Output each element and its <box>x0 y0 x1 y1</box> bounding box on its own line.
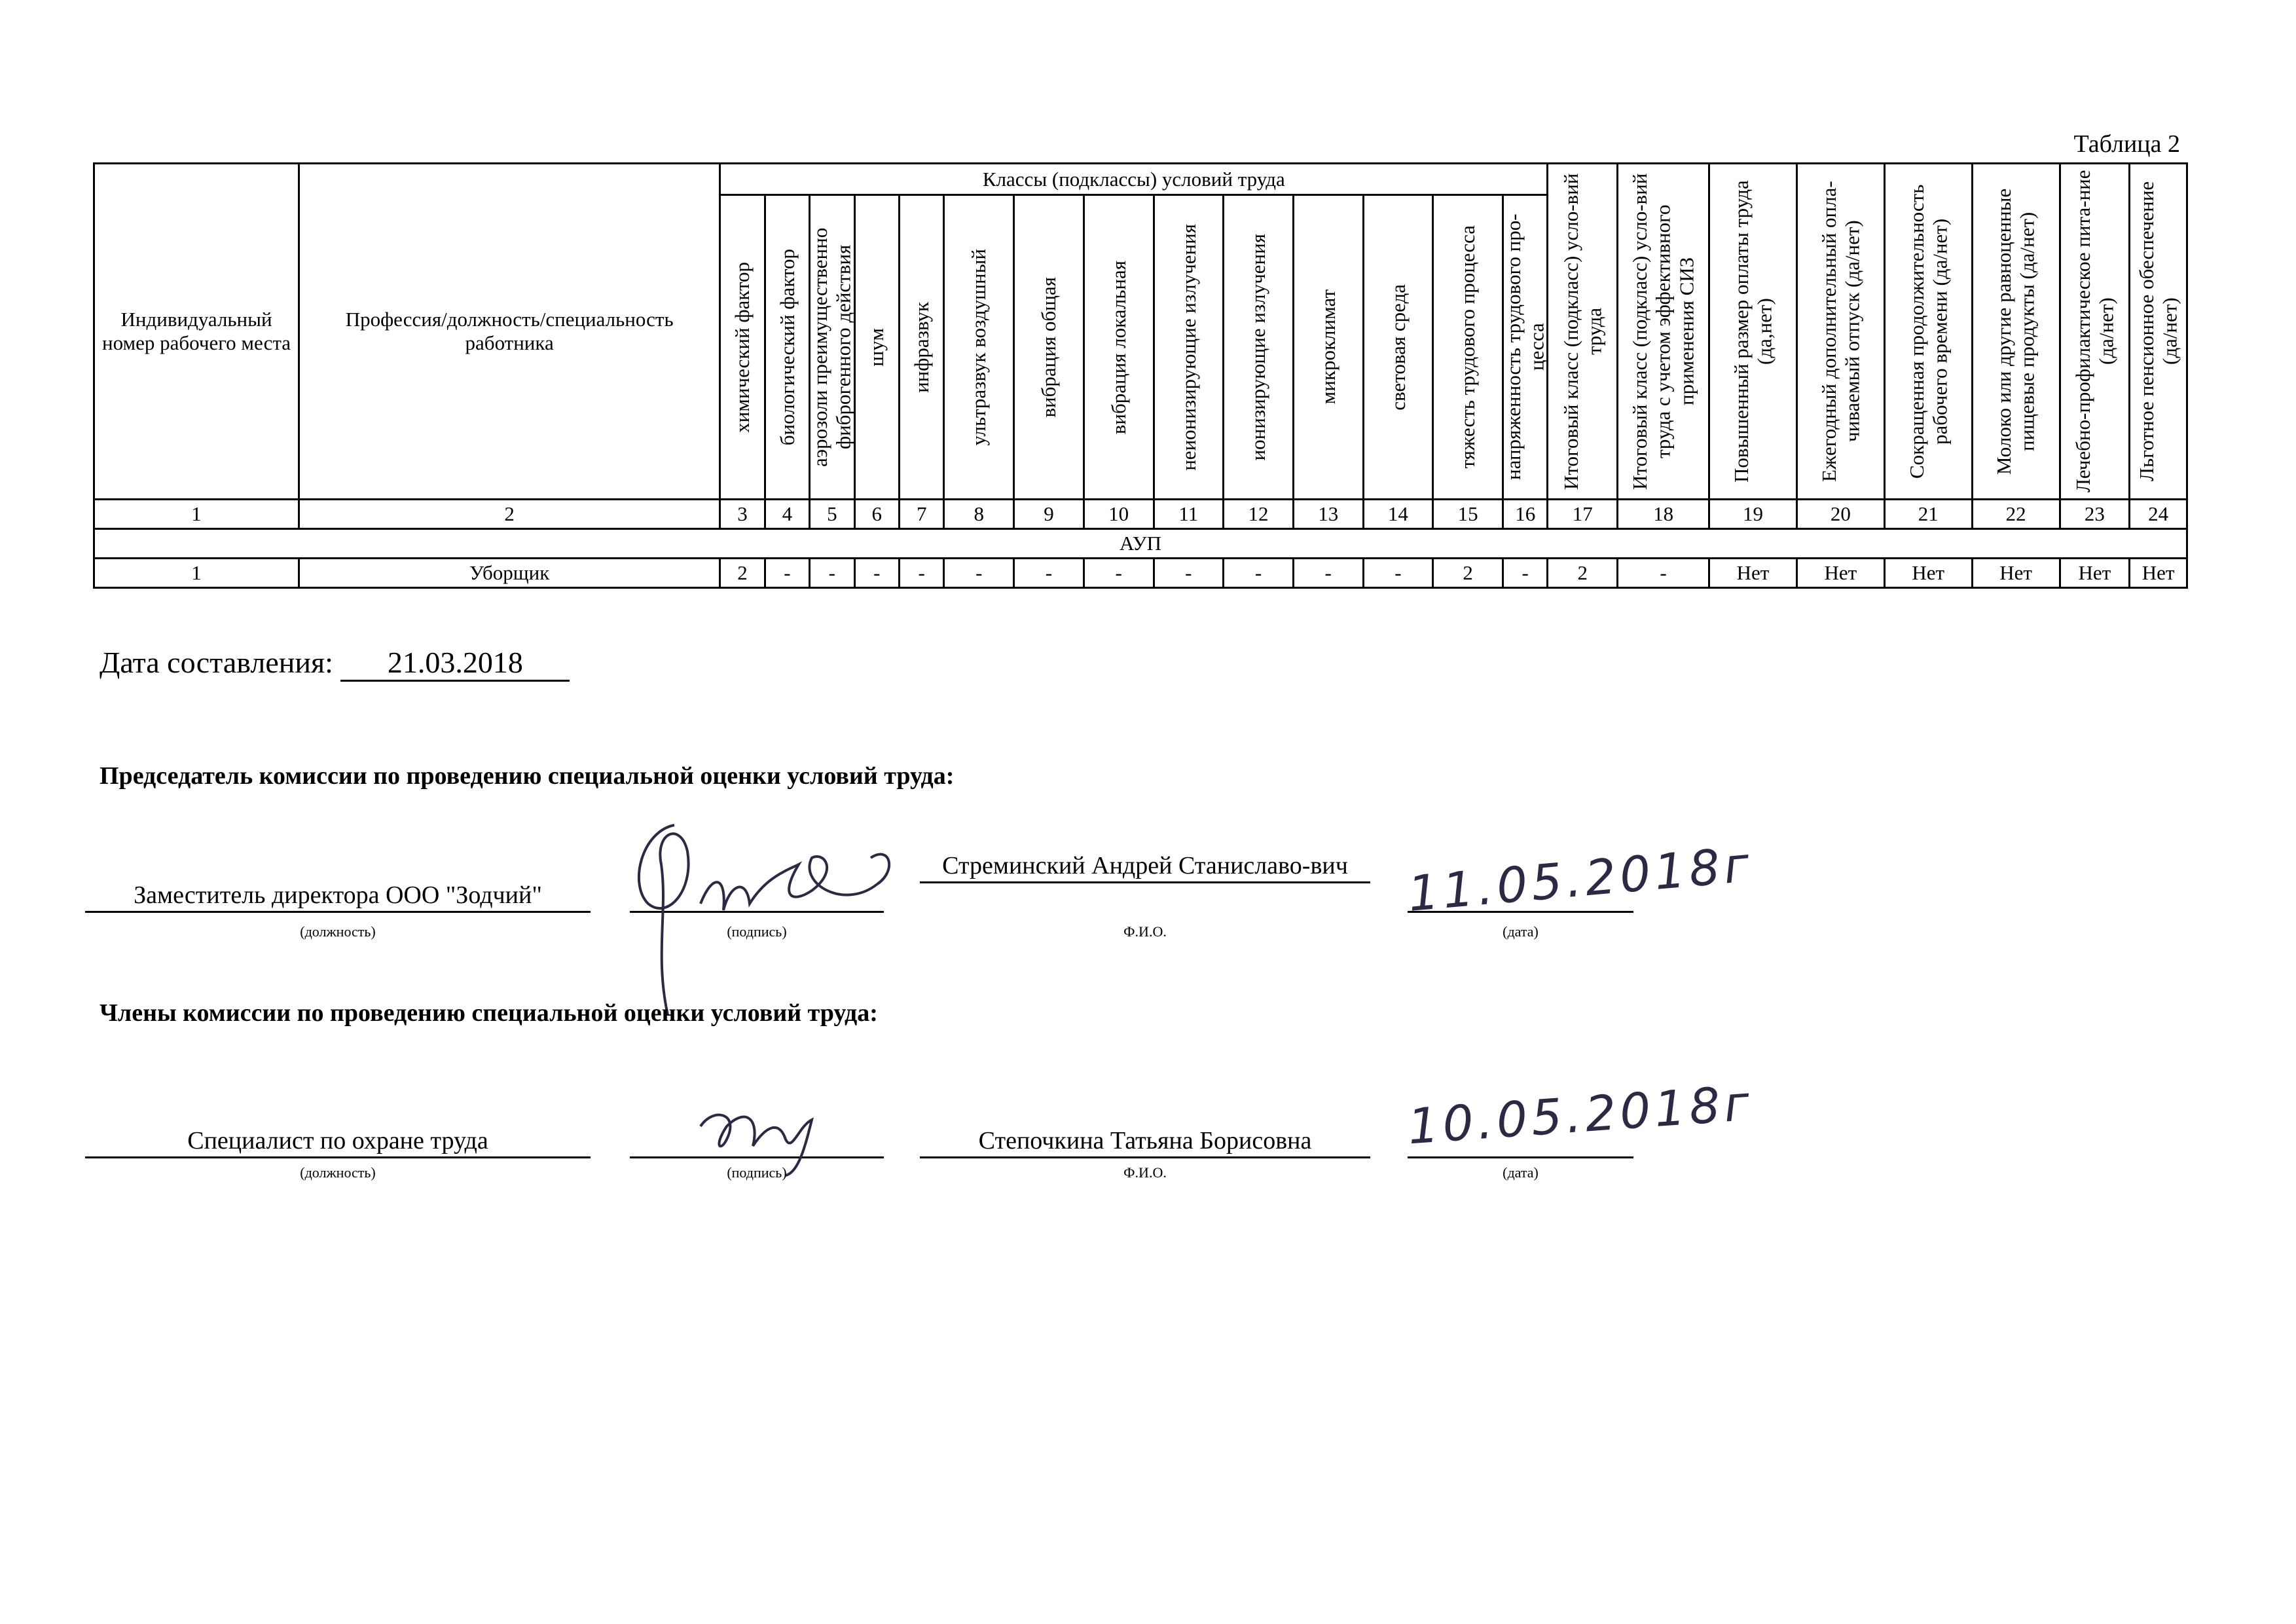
col-number: 21 <box>1884 500 1972 529</box>
col-number: 12 <box>1224 500 1294 529</box>
header-factor-ultrasound: ультразвук воздушный <box>967 248 991 446</box>
cell-workplace-number: 1 <box>94 559 299 588</box>
chair-date-handwritten: 11.05.2018г <box>1406 836 1756 923</box>
cell-value: Нет <box>1972 559 2060 588</box>
col-number: 24 <box>2130 500 2187 529</box>
col-number: 16 <box>1503 500 1548 529</box>
col-number: 9 <box>1014 500 1084 529</box>
header-factor-vibration-local: вибрация локальная <box>1106 260 1130 434</box>
caption-fio: Ф.И.О. <box>1123 1164 1167 1181</box>
header-final-class: Итоговый класс (подкласс) усло-вий труда <box>1559 173 1606 490</box>
col-number: 18 <box>1618 500 1709 529</box>
header-increased-pay: Повышенный размер оплаты труда (да,нет) <box>1729 180 1776 483</box>
cell-value: - <box>1154 559 1224 588</box>
col-number: 8 <box>944 500 1014 529</box>
col-number: 11 <box>1154 500 1224 529</box>
header-factor-microclimate: микроклимат <box>1316 289 1339 405</box>
header-factor-intensity: напряженность трудового про-цесса <box>1502 213 1548 481</box>
header-classes-group: Классы (подклассы) условий труда <box>720 164 1548 195</box>
header-workplace-number: Индивидуальный номер рабочего места <box>94 164 299 500</box>
cell-value: 2 <box>720 559 765 588</box>
cell-value: 2 <box>1433 559 1503 588</box>
header-factor-infrasound: инфразвук <box>909 301 933 393</box>
cell-value: Нет <box>2130 559 2187 588</box>
col-number: 19 <box>1709 500 1797 529</box>
header-therapeutic-food: Лечебно-профилактическое пита-ние (да/нет) <box>2071 170 2118 493</box>
cell-profession: Уборщик <box>299 559 720 588</box>
col-number: 6 <box>854 500 899 529</box>
col-number: 23 <box>2060 500 2130 529</box>
date-line <box>100 645 570 682</box>
cell-value: - <box>900 559 944 588</box>
col-number: 1 <box>94 500 299 529</box>
chair-signature-image <box>615 812 930 1028</box>
chair-position: Заместитель директора ООО "Зодчий" <box>85 881 591 913</box>
header-factor-biological: биологический фактор <box>775 249 799 446</box>
caption-position: (должность) <box>300 923 376 940</box>
header-factor-noise: шум <box>865 327 888 367</box>
members-heading: Члены комиссии по проведению специальной оценки условий труда: <box>100 999 878 1027</box>
col-number: 7 <box>900 500 944 529</box>
header-factor-severity: тяжесть трудового процесса <box>1456 225 1480 469</box>
date-label: Дата составления: <box>100 646 333 679</box>
header-factor-vibration-general: вибрация общая <box>1037 276 1061 418</box>
section-row: АУП <box>94 529 2187 559</box>
cell-value: - <box>854 559 899 588</box>
caption-signature: (подпись) <box>727 923 787 940</box>
col-number: 5 <box>810 500 854 529</box>
header-factor-light: световая среда <box>1386 284 1410 411</box>
cell-value: - <box>1224 559 1294 588</box>
cell-value: Нет <box>1884 559 1972 588</box>
header-profession: Профессия/должность/специальность работника <box>299 164 720 500</box>
col-number: 22 <box>1972 500 2060 529</box>
table-row <box>94 559 2187 588</box>
col-number: 4 <box>765 500 809 529</box>
col-number: 10 <box>1084 500 1154 529</box>
date-value: 21.03.2018 <box>340 645 570 682</box>
cell-value: Нет <box>2060 559 2130 588</box>
member-date-handwritten: 10.05.2018г <box>1406 1075 1755 1156</box>
cell-value: - <box>1503 559 1548 588</box>
cell-value: - <box>1363 559 1433 588</box>
table-label: Таблица 2 <box>2073 130 2180 158</box>
caption-date: (дата) <box>1503 1164 1539 1181</box>
header-reduced-hours: Сокращенная продолжительность рабочего времени (да/нет) <box>1904 184 1952 479</box>
chair-fio: Стреминский Андрей Станиславо-вич <box>920 851 1370 883</box>
cell-value: - <box>810 559 854 588</box>
header-factor-chemical: химический фактор <box>731 261 754 433</box>
cell-value: 2 <box>1548 559 1618 588</box>
cell-value: - <box>944 559 1014 588</box>
col-number: 13 <box>1293 500 1363 529</box>
col-number: 17 <box>1548 500 1618 529</box>
col-number: 15 <box>1433 500 1503 529</box>
col-number: 14 <box>1363 500 1433 529</box>
header-extra-vacation: Ежегодный дополнительный опла-чиваемый отпуск (да/нет) <box>1817 181 1864 482</box>
cell-value: - <box>1084 559 1154 588</box>
chair-heading: Председатель комиссии по проведению специальной оценки условий труда: <box>100 762 955 790</box>
caption-position: (должность) <box>300 1164 376 1181</box>
member-position: Специалист по охране труда <box>85 1126 591 1158</box>
cell-value: - <box>1293 559 1363 588</box>
cell-value: - <box>1618 559 1709 588</box>
header-pension: Льготное пенсионное обеспечение (да/нет) <box>2134 181 2181 482</box>
caption-date: (дата) <box>1503 923 1539 940</box>
cell-value: Нет <box>1709 559 1797 588</box>
column-numbers-row <box>94 500 2187 529</box>
sout-table <box>93 162 2188 589</box>
caption-signature: (подпись) <box>727 1164 787 1181</box>
col-number: 3 <box>720 500 765 529</box>
header-final-class-siz: Итоговый класс (подкласс) усло-вий труда с учетом эффективного применения СИЗ <box>1628 173 1698 490</box>
col-number: 20 <box>1796 500 1884 529</box>
caption-fio: Ф.И.О. <box>1123 923 1167 940</box>
col-number: 2 <box>299 500 720 529</box>
header-milk: Молоко или другие равноценные пищевые продукты (да/нет) <box>1992 188 2039 475</box>
header-factor-aerosols: аэрозоли преимущественно фиброгенного действия <box>809 227 855 467</box>
member-fio: Степочкина Татьяна Борисовна <box>920 1126 1370 1158</box>
cell-value: - <box>765 559 809 588</box>
header-factor-ionizing: ионизирующие излучения <box>1247 233 1270 461</box>
cell-value: - <box>1014 559 1084 588</box>
cell-value: Нет <box>1796 559 1884 588</box>
header-factor-nonionizing: неионизирующие излучения <box>1176 223 1200 471</box>
